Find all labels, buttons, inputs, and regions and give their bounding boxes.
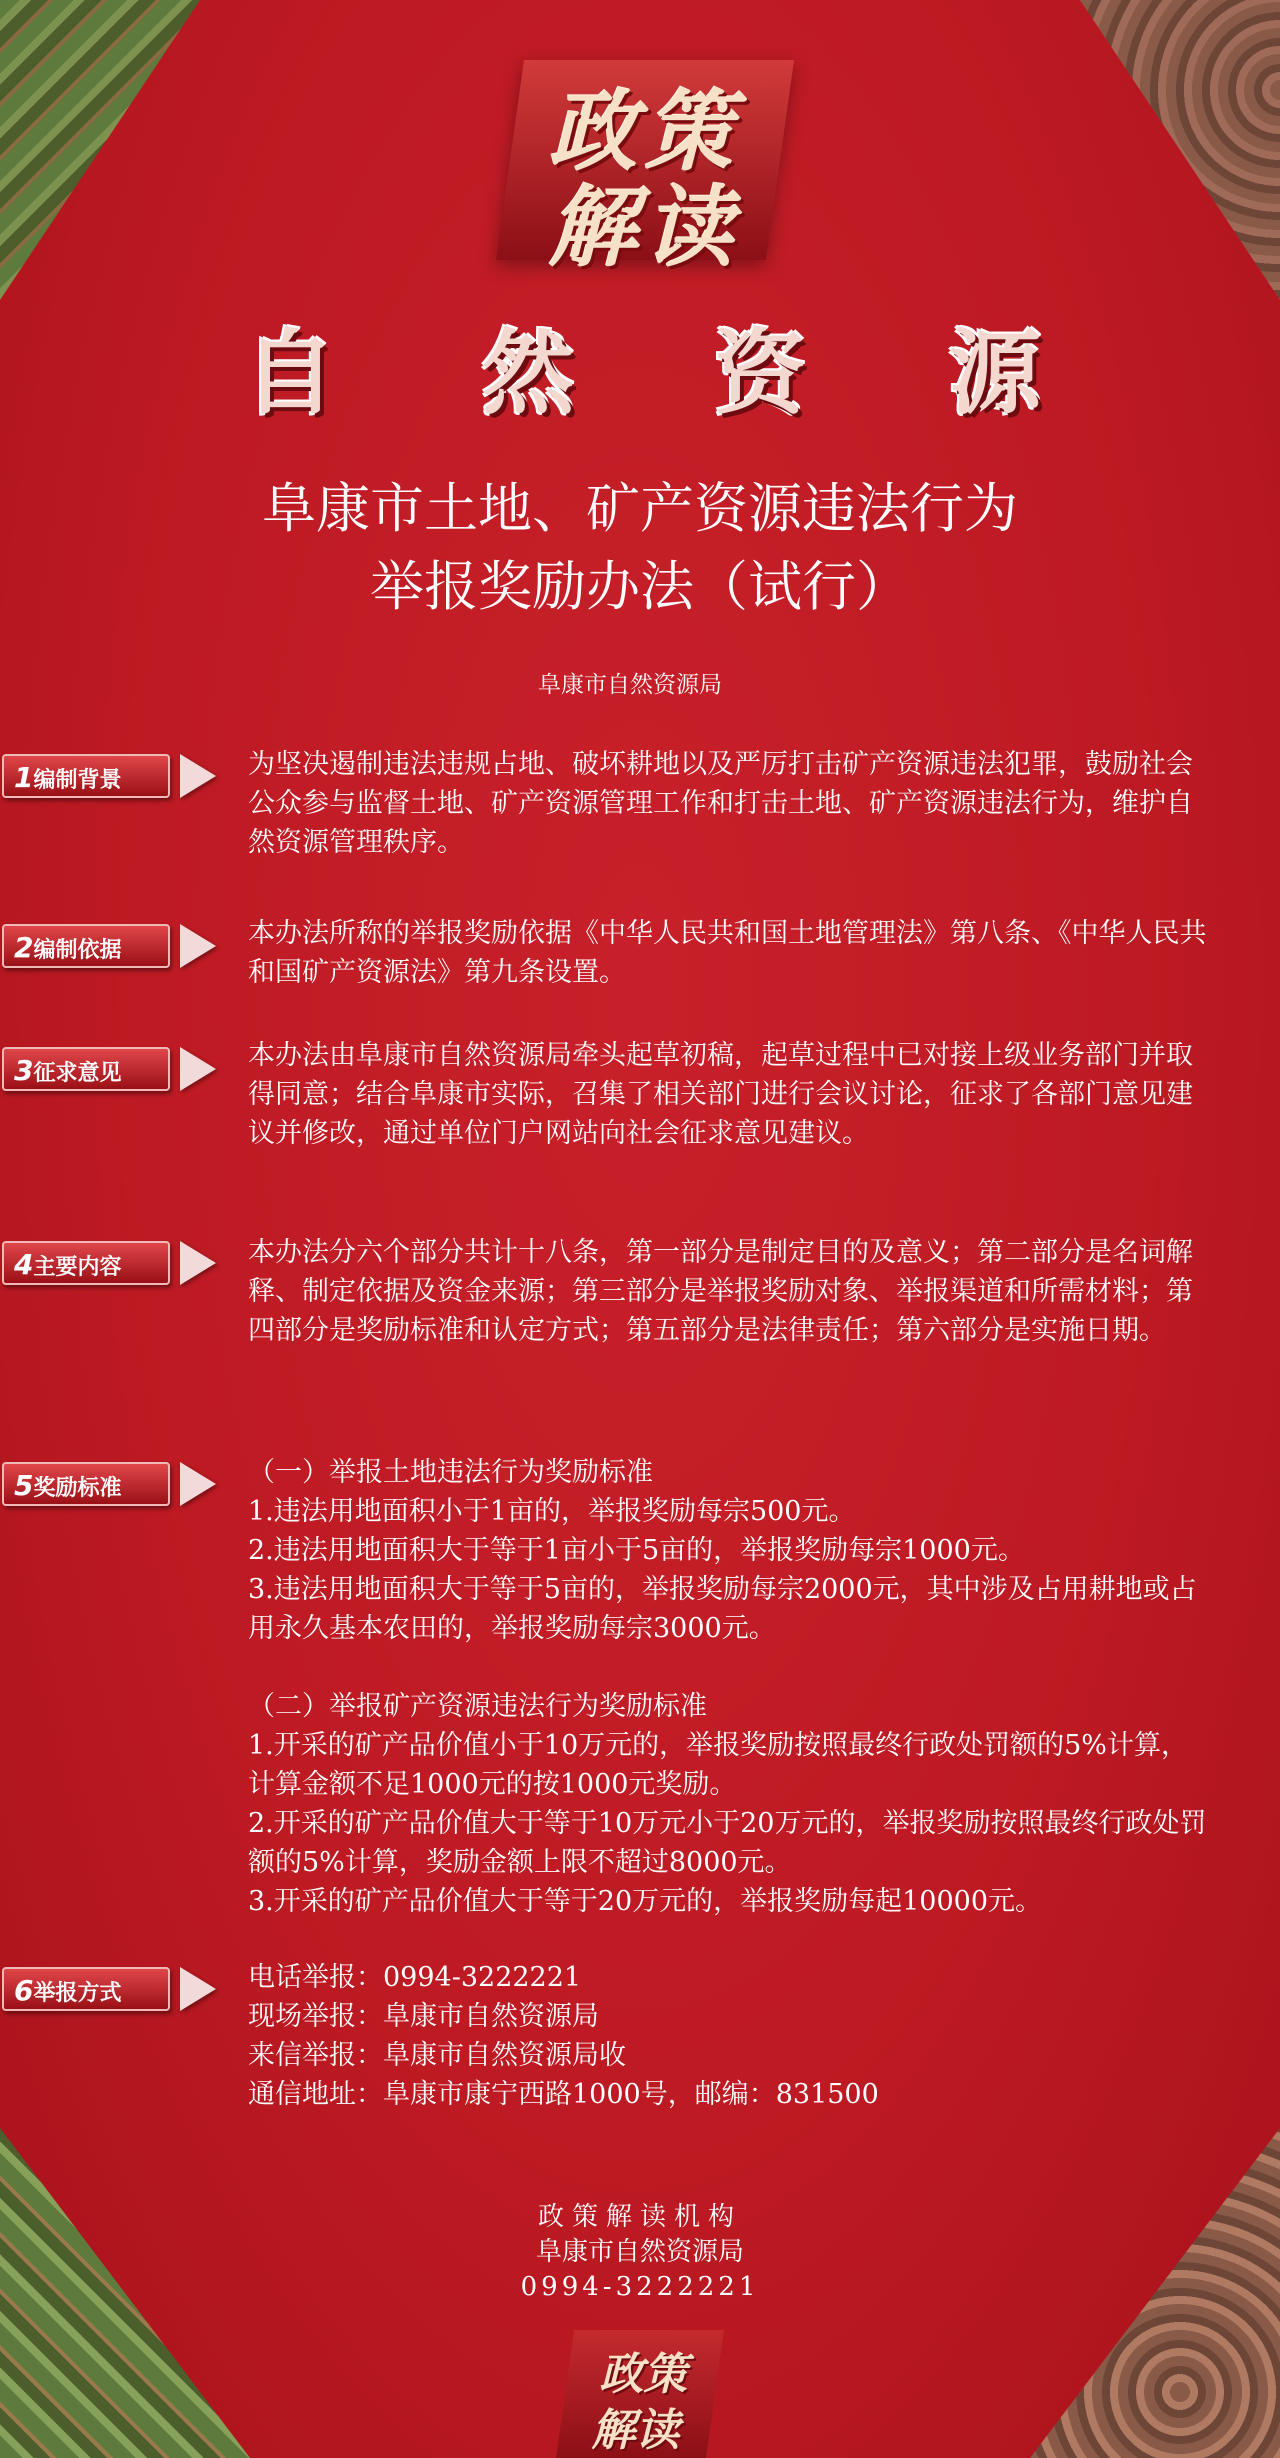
- section-title: 举报方式: [33, 1981, 122, 2006]
- reward-subheading-land: （一）举报土地违法行为奖励标准: [248, 1457, 653, 1488]
- reward-subheading-mineral: （二）举报矿产资源违法行为奖励标准: [248, 1691, 707, 1722]
- section-title: 奖励标准: [33, 1476, 122, 1501]
- reward-item: 2.违法用地面积大于等于1亩小于5亩的，举报奖励每宗1000元。: [248, 1535, 1025, 1566]
- mine-aerial-image: [1080, 0, 1280, 300]
- report-onsite: 现场举报：阜康市自然资源局: [248, 2001, 599, 2032]
- arrow-right-icon: [180, 1462, 216, 1506]
- policy-interpretation-mini-badge: [556, 2330, 724, 2458]
- reward-item: 1.违法用地面积小于1亩的，举报奖励每宗500元。: [248, 1496, 856, 1527]
- section-label-report-methods: [2, 1967, 202, 2011]
- report-phone: 电话举报：0994-3222221: [248, 1962, 582, 1993]
- banner-char: 资: [713, 320, 806, 427]
- section-basis-text: 本办法所称的举报奖励依据《中华人民共和国土地管理法》第八条、《中华人民共和国矿产资源法》第九条设置。: [248, 918, 1207, 988]
- badge-line2: 解读: [548, 176, 741, 279]
- section-title: 编制背景: [33, 768, 122, 793]
- mini-badge-line2: 解读: [591, 2405, 680, 2456]
- section-label-background: [2, 754, 202, 798]
- section-reward-text: [248, 1453, 1208, 1921]
- arrow-right-icon: [180, 1047, 216, 1091]
- banner-char: 自: [243, 320, 336, 427]
- banner-char: 然: [481, 320, 574, 427]
- section-number: 6: [14, 1974, 34, 2007]
- section-number: 1: [14, 761, 34, 794]
- reward-item: 1.开采的矿产品价值小于10万元的，举报奖励按照最终行政处罚额的5%计算，计算金额不足1000元的按1000元奖励。: [248, 1730, 1188, 1800]
- section-label-basis: [2, 924, 202, 968]
- reward-item: 2.开采的矿产品价值大于等于10万元小于20万元的，举报奖励按照最终行政处罚额的5%计算，奖励金额上限不超过8000元。: [248, 1808, 1207, 1878]
- section-label-reward: [2, 1462, 202, 1506]
- arrow-right-icon: [180, 924, 216, 968]
- arrow-right-icon: [180, 1241, 216, 1285]
- section-number: 4: [14, 1248, 34, 1281]
- farmland-aerial-image: [0, 0, 200, 300]
- mini-badge-line1: 政策: [599, 2349, 688, 2400]
- section-title: 编制依据: [33, 938, 122, 963]
- badge-line1: 政策: [548, 80, 741, 183]
- section-title: 征求意见: [33, 1061, 122, 1086]
- section-report-methods-text: [248, 1958, 1208, 2114]
- section-number: 5: [14, 1469, 34, 1502]
- report-letter: 来信举报：阜康市自然资源局收: [248, 2040, 626, 2071]
- natural-resources-banner: [0, 300, 1280, 427]
- reward-item: 3.违法用地面积大于等于5亩的，举报奖励每宗2000元，其中涉及占用耕地或占用永久基本农田的，举报奖励每宗3000元。: [248, 1574, 1197, 1644]
- section-title: 主要内容: [33, 1255, 122, 1280]
- section-background-text: 为坚决遏制违法违规占地、破坏耕地以及严厉打击矿产资源违法犯罪，鼓励社会公众参与监督土地、矿产资源管理工作和打击土地、矿产资源违法行为，维护自然资源管理秩序。: [248, 749, 1193, 858]
- policy-interpretation-badge: [490, 40, 800, 290]
- footer: [0, 2200, 1280, 2305]
- section-consultation-text: 本办法由阜康市自然资源局牵头起草初稿，起草过程中已对接上级业务部门并取得同意；结合阜康市实际，召集了相关部门进行会议讨论，征求了各部门意见建议并修改，通过单位门户网站向社会征求意见建议。: [248, 1040, 1193, 1149]
- issuer: 阜康市自然资源局: [538, 672, 722, 698]
- arrow-right-icon: [180, 1967, 216, 2011]
- title-line1: 阜康市土地、矿产资源违法行为: [262, 477, 1018, 540]
- banner-char: 源: [948, 320, 1041, 427]
- section-content-text: 本办法分六个部分共计十八条，第一部分是制定目的及意义；第二部分是名词解释、制定依据及资金来源；第三部分是举报奖励对象、举报渠道和所需材料；第四部分是奖励标准和认定方式；第五部分是法律责任；第六部分是实施日期。: [248, 1237, 1193, 1346]
- reward-item: 3.开采的矿产品价值大于等于20万元的，举报奖励每起10000元。: [248, 1886, 1043, 1917]
- report-address: 通信地址：阜康市康宁西路1000号，邮编：831500: [248, 2079, 879, 2110]
- section-number: 3: [14, 1054, 34, 1087]
- section-label-content: [2, 1241, 202, 1285]
- footer-org-name: 阜康市自然资源局: [535, 2237, 744, 2267]
- section-number: 2: [14, 931, 34, 964]
- document-title: [0, 470, 1280, 626]
- footer-phone: 0994-3222221: [520, 2272, 760, 2302]
- spacer: [248, 1648, 1208, 1687]
- title-line2: 举报奖励办法（试行）: [370, 555, 910, 618]
- arrow-right-icon: [180, 754, 216, 798]
- section-label-consultation: [2, 1047, 202, 1091]
- footer-org-label: 政策解读机构: [537, 2202, 742, 2232]
